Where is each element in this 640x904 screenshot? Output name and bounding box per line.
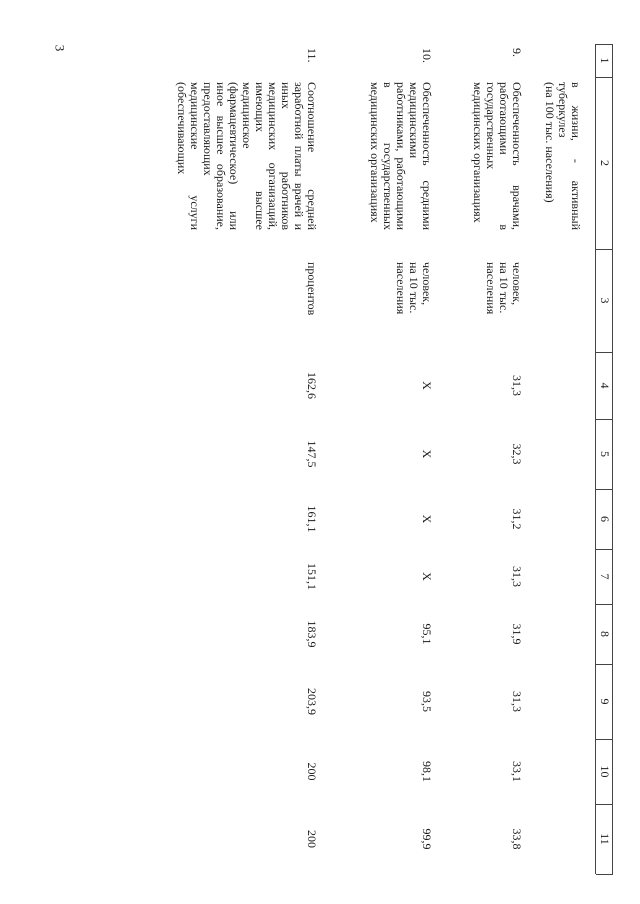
unit-text: процентов [305,262,319,316]
column-number: 1 [598,57,612,64]
column-number: 11 [598,833,612,845]
value-cell: 32,3 [510,443,524,465]
column-number: 2 [598,160,612,166]
value-cell: 33,1 [510,761,524,782]
page-number: 3 [52,44,68,52]
value-cell: Х [420,381,434,390]
value-cell: 161,1 [305,505,319,533]
value-cell: 31,2 [510,508,524,530]
indicator-text: Соотношение средней заработной платы врачей и иных работников медицинских организаций, имеющих высшее медицинское (фармацевтическое) или иное высшее образование, предоставляющих медицинские услуги (обеспечивающих [175,82,319,230]
value-cell: 31,3 [510,375,524,396]
value-cell: 183,9 [305,620,319,648]
row-number: 9. [510,48,524,57]
column-number: 10 [598,765,612,778]
value-cell: 31,9 [510,623,524,645]
value-cell: 162,6 [305,372,319,399]
value-cell: 151,1 [305,563,319,590]
value-cell: 95,1 [420,623,434,645]
row-number: 10. [420,48,434,63]
value-cell: 200 [305,830,319,848]
continuation-text: в жизни, - активный туберкулез (на 100 тыс. населения) [543,82,583,230]
row-number: 11. [305,48,319,63]
value-cell: 31,3 [510,566,524,587]
column-number: 3 [598,297,612,304]
indicator-text: Обеспеченность средними медицинскими работниками, работающими в государственных медицинских организациях [368,82,434,230]
column-number: 7 [598,573,612,580]
column-number: 8 [598,631,612,637]
unit-text: человек, на 10 тыс. населения [394,262,434,315]
value-cell: 98,1 [420,761,434,782]
table-top-border [612,44,613,874]
column-number: 4 [598,382,612,389]
value-cell: 93,5 [420,691,434,712]
rotated-table [53,44,618,874]
value-cell: 33,8 [510,828,524,850]
column-number: 9 [598,698,612,705]
value-cell: Х [420,572,434,581]
unit-text: человек, на 10 тыс. населения [484,262,524,315]
column-number: 6 [598,516,612,522]
value-cell: 200 [305,762,319,781]
header-bottom-border [595,44,596,874]
value-cell: 203,9 [305,688,319,715]
value-cell: 99,9 [420,828,434,850]
column-number: 5 [598,451,612,457]
value-cell: 147,5 [305,440,319,468]
indicator-text: Обеспеченность врачами, работающими в государственных медицинских организациях [471,82,524,230]
value-cell: Х [420,514,434,524]
column-separator [596,874,613,875]
value-cell: Х [420,449,434,459]
value-cell: 31,3 [510,691,524,712]
